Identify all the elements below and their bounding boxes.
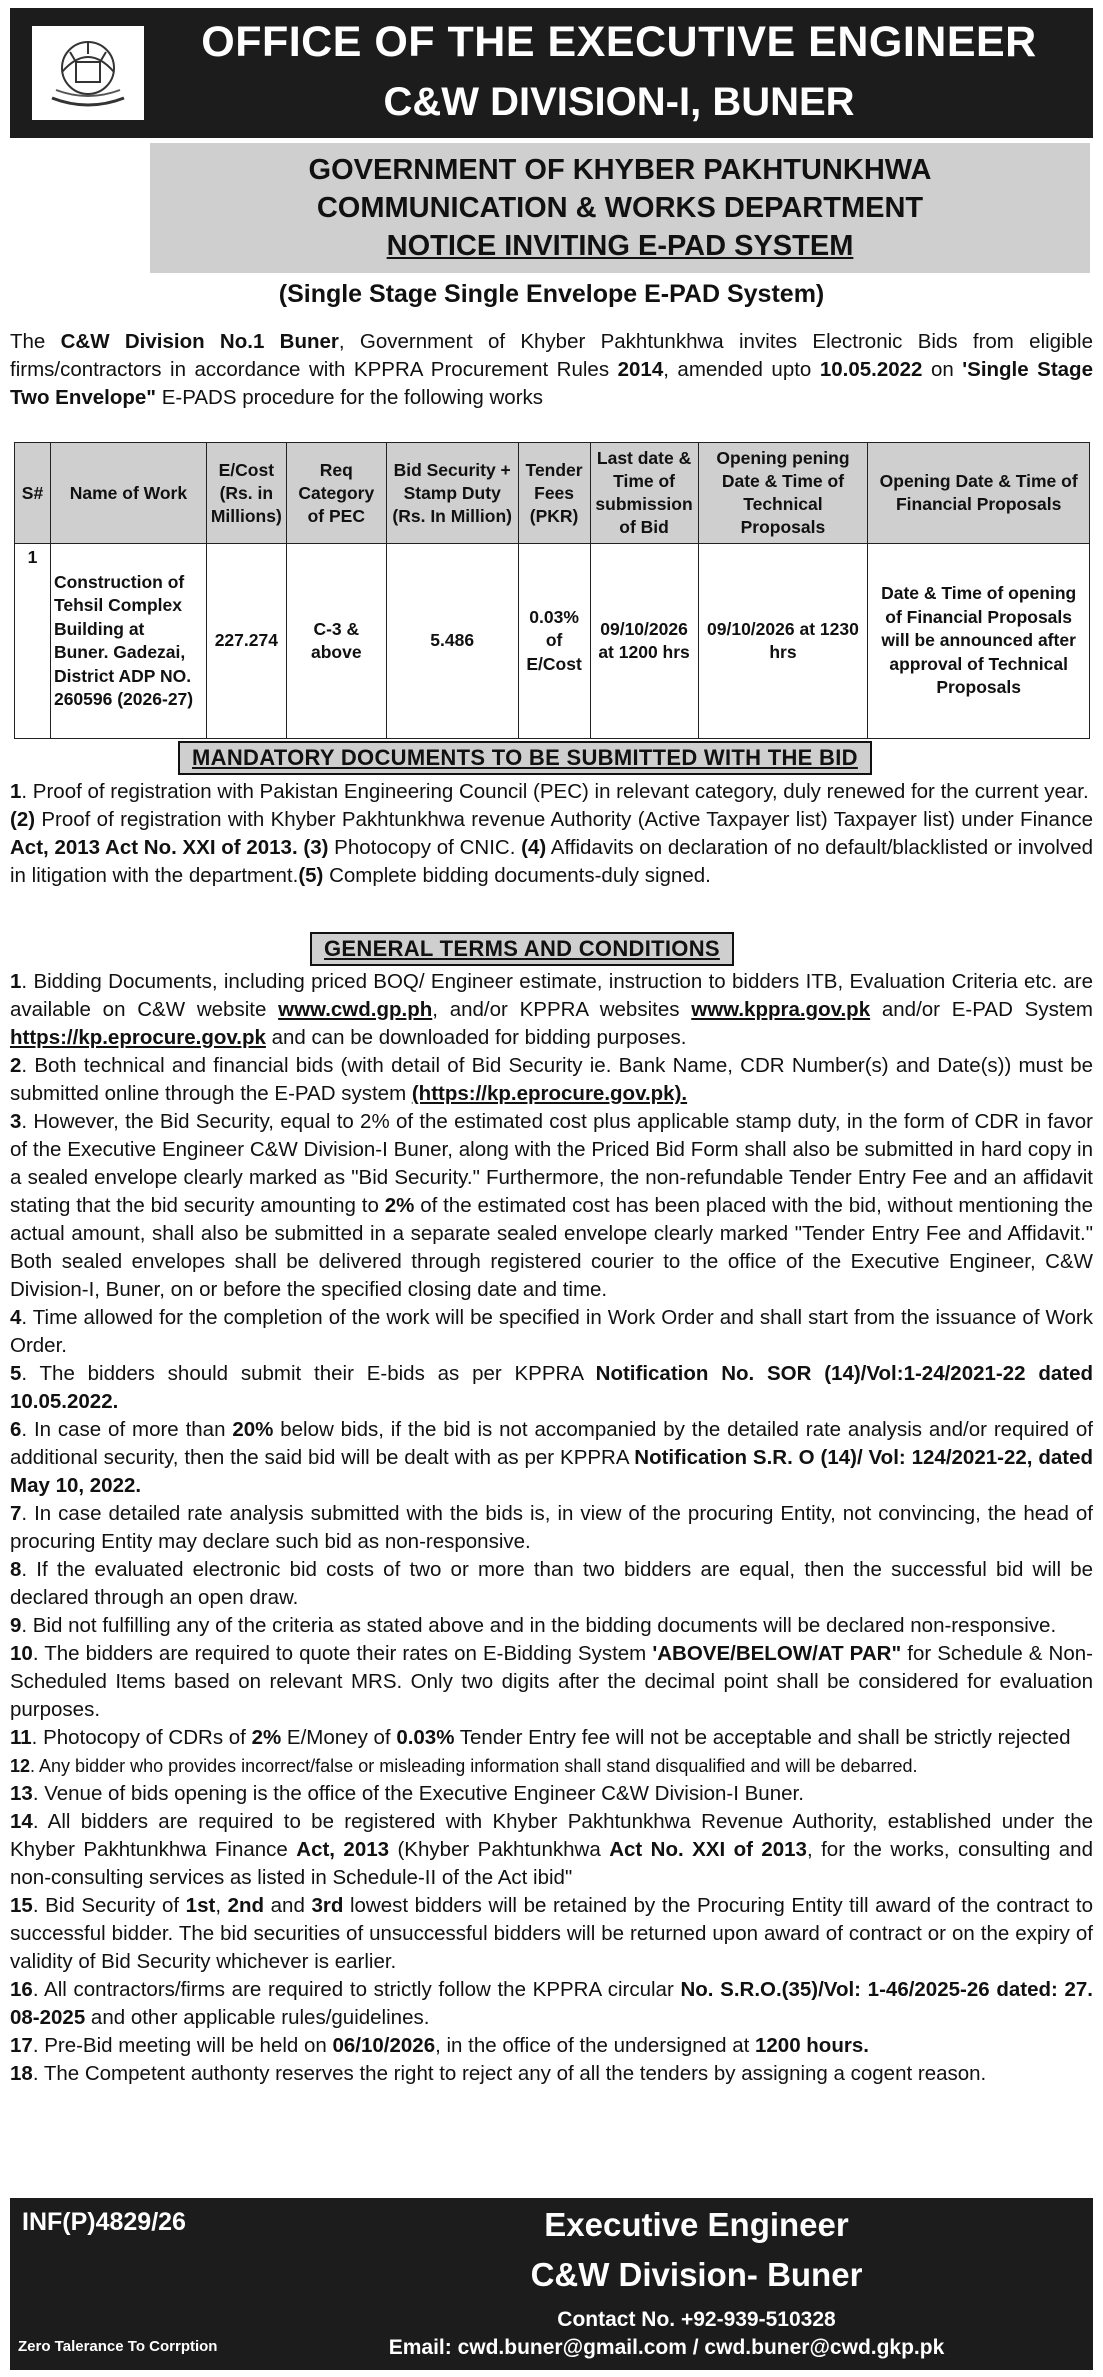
works-table (14, 442, 1090, 739)
col-header: Last date & Time of submission of Bid (590, 443, 698, 544)
list-item: 6. In case of more than 20% below bids, if the bid is not accompanied by the detailed rate analysis and/or required of additional security, then the said bid will be dealt with as per KPPRA Notification S.R. O (14)/ Vol: 124/2021-22, dated May 10, 2022. (10, 1418, 1094, 1497)
mandatory-list (10, 778, 1093, 890)
list-item: 4. Time allowed for the completion of the work will be specified in Work Order and shall start from the issuance of Work Order. (10, 1306, 1093, 1357)
terms-list (10, 968, 1093, 2088)
notice-subtitle: (Single Stage Single Envelope E-PAD System) (278, 280, 825, 308)
cell-sno: 1 (15, 544, 51, 739)
cell-cost: 227.274 (206, 544, 286, 739)
kp-emblem-icon (42, 32, 134, 114)
list-item: 18. The Competent authonty reserves the right to reject any of all the tenders by assigning a cogent reason. (10, 2062, 987, 2085)
list-item: 3. However, the Bid Security, equal to 2% of the estimated cost plus applicable stamp duty, in the form of CDR in favor of the Executive Engineer C&W Division-I Buner, along with the Priced Bid Form shall also be submitted in hard copy in a sealed envelope clearly marked as "Bid Security." Furthermore, the non-refundable Tender Entry Fee and an affidavit stating that the bid security amounting to 2% of the estimated cost has been placed with the bid, without mentioning the actual amount, shall also be submitted in a separate sealed envelope clearly marked "Tender Entry Fee and Affidavit." Both sealed envelopes shall be delivered through registered courier to the office of the Executive Engineer, C&W Division-I, Buner, on or before the specified closing date and time. (10, 1110, 1094, 1301)
notice-title: NOTICE INVITING E-PAD SYSTEM (386, 230, 854, 262)
col-header: E/Cost (Rs. in Millions) (206, 443, 286, 544)
col-header: Opening pening Date & Time of Technical Proposals (698, 443, 868, 544)
table-header-row (15, 443, 1090, 544)
cell-security: 5.486 (386, 544, 518, 739)
list-item: 5. The bidders should submit their E-bids as per KPPRA Notification No. SOR (14)/Vol:1-24/2021-22 dated 10.05.2022. (10, 1362, 1093, 1413)
list-item: 1. Proof of registration with Pakistan Engineering Council (PEC) in relevant category, duly renewed for the current year. (10, 780, 1089, 803)
col-header: Tender Fees (PKR) (518, 443, 590, 544)
header-title: OFFICE OF THE EXECUTIVE ENGINEER (201, 18, 1037, 66)
govt-logo (32, 26, 144, 120)
col-header: Name of Work (50, 443, 206, 544)
cell-tech-open: 09/10/2026 at 1230 hrs (698, 544, 868, 739)
list-item: (2) Proof of registration with Khyber Pakhtunkhwa revenue Authority (Active Taxpayer list) Taxpayer list) under Finance Act, 2013 Act No. XXI of 2013. (3) Photocopy of CNIC. (4) Affidavits on declaration of no default/blacklisted or involved in litigation with the department.(5) Complete bidding documents-duly signed. (10, 808, 1094, 887)
cell-last-date: 09/10/2026 at 1200 hrs (590, 544, 698, 739)
list-item: 9. Bid not fulfilling any of the criteria as stated above and in the bidding documents will be declared non-responsive. (10, 1614, 1057, 1637)
slogan: Zero Talerance To Corrption (18, 2338, 218, 2355)
list-item: 17. Pre-Bid meeting will be held on 06/10/2026, in the office of the undersigned at 1200 hours. (10, 2034, 869, 2057)
signatory-title: Executive Engineer (544, 2206, 849, 2243)
col-header: S# (15, 443, 51, 544)
list-item: 15. Bid Security of 1st, 2nd and 3rd lowest bidders will be retained by the Procuring Entity till award of the contract to successful bidder. The bid securities of unsuccessful bidders will be returned upon award of contract or on the expiry of validity of Bid Security whichever is earlier. (10, 1894, 1093, 1973)
col-header: Opening Date & Time of Financial Proposals (868, 443, 1090, 544)
dept-line1: GOVERNMENT OF KHYBER PAKHTUNKHWA (308, 154, 932, 186)
contact-email: Email: cwd.buner@gmail.com / cwd.buner@cwd.gkp.pk (388, 2336, 945, 2359)
list-item: 11. Photocopy of CDRs of 2% E/Money of 0.03% Tender Entry fee will not be acceptable and shall be strictly rejected (10, 1726, 1071, 1749)
intro-paragraph: The C&W Division No.1 Buner, Government of Khyber Pakhtunkhwa invites Electronic Bids from eligible firms/contractors in accordance with KPPRA Procurement Rules 2014, amended upto 10.05.2022 on 'Single Stage Two Envelope" E-PADS procedure for the following works (10, 330, 1093, 409)
dept-line2: COMMUNICATION & WORKS DEPARTMENT (316, 192, 924, 224)
list-item: 16. All contractors/firms are required to strictly follow the KPPRA circular No. S.R.O.(35)/Vol: 1-46/2025-26 dated: 27. 08-2025 and other applicable rules/guidelines. (10, 1978, 1093, 2029)
cell-fin-open: Date & Time of opening of Financial Proposals will be announced after approval of Technical Proposals (868, 544, 1090, 739)
list-item: 10. The bidders are required to quote their rates on E-Bidding System 'ABOVE/BELOW/AT PAR" for Schedule & Non-Scheduled Items based on relevant MRS. Only two digits after the decimal point shall be considered for evaluation purposes. (10, 1642, 1093, 1721)
list-item: 7. In case detailed rate analysis submitted with the bids is, in view of the procuring Entity, not convincing, the head of procuring Entity may declare such bid as non-responsive. (10, 1502, 1093, 1553)
list-item: 8. If the evaluated electronic bid costs of two or more than two bidders are equal, then the successful bid will be declared through an open draw. (10, 1558, 1093, 1609)
header-banner (10, 8, 1093, 138)
cell-fees: 0.03% of E/Cost (518, 544, 590, 739)
col-header: Req Category of PEC (286, 443, 386, 544)
list-item: 13. Venue of bids opening is the office of the Executive Engineer C&W Division-I Buner. (10, 1782, 804, 1805)
footer-banner (10, 2198, 1093, 2370)
list-item: 2. Both technical and financial bids (with detail of Bid Security ie. Bank Name, CDR Number(s) and Date(s)) must be submitted online through the E-PAD system (https://kp.eprocure.gov.pk). (10, 1054, 1093, 1105)
mandatory-heading: MANDATORY DOCUMENTS TO BE SUBMITTED WITH THE BID (178, 741, 872, 775)
department-box (150, 143, 1090, 273)
signatory-office: C&W Division- Buner (530, 2256, 863, 2293)
terms-heading: GENERAL TERMS AND CONDITIONS (310, 932, 734, 966)
col-header: Bid Security + Stamp Duty (Rs. In Million) (386, 443, 518, 544)
header-subtitle: C&W DIVISION-I, BUNER (383, 80, 855, 124)
cell-category: C-3 & above (286, 544, 386, 739)
table-row (15, 544, 1090, 739)
list-item: 12. Any bidder who provides incorrect/false or misleading information shall stand disqualified and will be debarred. (10, 1756, 918, 1776)
contact-number: Contact No. +92-939-510328 (557, 2308, 836, 2331)
reference-number: INF(P)4829/26 (22, 2208, 186, 2236)
list-item: 1. Bidding Documents, including priced BOQ/ Engineer estimate, instruction to bidders ITB, Evaluation Criteria etc. are available on C&W website www.cwd.gp.ph, and/or KPPRA websites www.kppra.gov.pk and/or E-PAD System https://kp.eprocure.gov.pk and can be downloaded for bidding purposes. (10, 970, 1094, 1049)
list-item: 14. All bidders are required to be registered with Khyber Pakhtunkhwa Revenue Authority, established under the Khyber Pakhtunkhwa Finance Act, 2013 (Khyber Pakhtunkhwa Act No. XXI of 2013, for the works, consulting and non-consulting services as listed in Schedule-II of the Act ibid" (10, 1810, 1093, 1889)
cell-name: Construction of Tehsil Complex Building at Buner. Gadezai, District ADP NO. 260596 (2026-27) (50, 544, 206, 739)
